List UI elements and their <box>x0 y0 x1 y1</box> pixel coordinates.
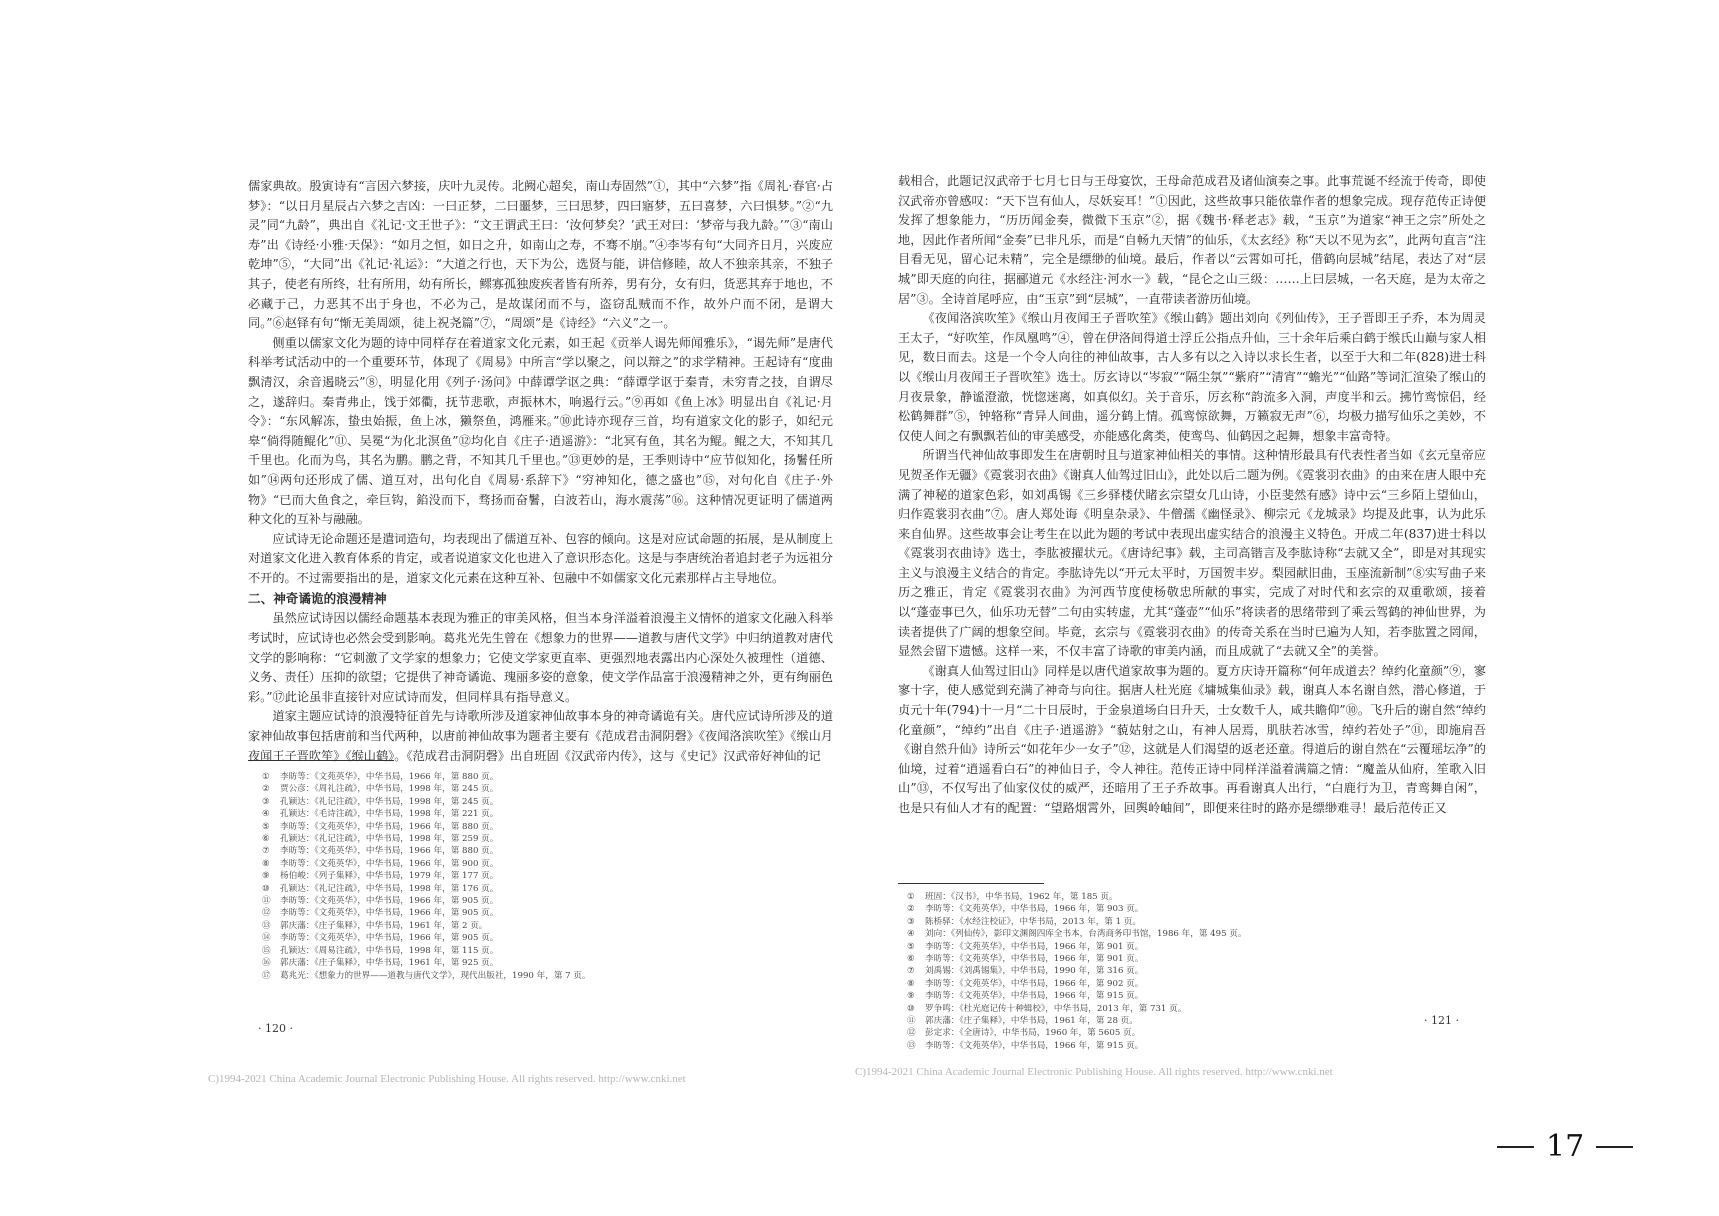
footnote <box>262 883 782 895</box>
footnote <box>907 903 1467 915</box>
footnote-text: 郭庆藩：《庄子集释》，中华书局，1961 年，第 925 页。 <box>280 958 499 969</box>
footnote-text: 班固：《汉书》，中华书局，1962 年，第 185 页。 <box>925 892 1118 902</box>
footnote <box>907 965 1467 977</box>
right-paragraph: 《谢真人仙驾过旧山》同样是以唐代道家故事为题的。夏方庆诗开篇称“何年成道去？绰约化童颜”⑨，寥寥十字，使人感觉到充满了神奇与向往。据唐人杜光庭《墉城集仙录》载，谢真人本名谢自然，潜心修道，于贞元十年(794)十一月“二十日辰时，于金泉道场白日升天，士女数千人，咸共瞻仰”⑩。飞升后的谢自然“绰约化童颜”，“绰约”出自《庄子·逍遥游》“藐姑射之山，有神人居焉，肌肤若冰雪，绰约若处子”⑪，即施肩吾《谢自然升仙》诗所云“如花年少一女子”⑫，这就是人们渴望的返老还童。得道后的谢自然在“云覆瑶坛净”的仙境，过着“逍遥看白石”的神仙日子，令人神往。范传正诗中同样洋溢着满篇之情：“魔盖从仙府，笙歌入旧山”⑬，不仅写出了仙家仪仗的威严，还暗用了王子乔故事。再看谢真人出行，“白鹿行为卫，青鸾舞自闲”，也是只有仙人才有的配置：“望路烟霄外，回舆岭岫间”，即便来往时的路亦是缥缈难寻！最后范传正又 <box>898 663 1486 815</box>
footnote-text: 李昉等：《文苑英华》，中华书局，1966 年，第 905 页。 <box>280 908 499 919</box>
footnote-text: 孔颖达：《礼记注疏》，中华书局，1998 年，第 245 页。 <box>280 796 499 807</box>
footnote-number: ⑥ <box>262 834 270 845</box>
footnote-number: ⑩ <box>262 883 270 894</box>
footnote-text: 李昉等：《文苑英华》，中华书局，1966 年，第 900 页。 <box>280 858 499 869</box>
footnote-text: 李昉等：《文苑英华》，中华书局，1966 年，第 901 页。 <box>925 941 1144 952</box>
footnote-number: ⑭ <box>262 933 271 944</box>
right-page-body <box>898 172 1486 819</box>
footnote-text: 李昉等：《文苑英华》，中华书局，1966 年，第 880 页。 <box>280 772 499 782</box>
left-footnotes <box>262 771 782 982</box>
footnote <box>262 970 782 982</box>
left-paragraph: 应试诗无论命题还是遣词造句，均表现出了儒道互补、包容的倾向。这是对应试命题的拓展，是从制度上对道家文化进入教育体系的肯定，或者说道家文化也进入了意识形态化。这是与李唐统治者追封老子为远祖分不开的。不过需要指出的是，道家文化元素在这种互补、包融中不如儒家文化元素那样占主导地位。 <box>248 531 834 585</box>
footnote <box>262 957 782 969</box>
left-paragraph: 道家主题应试诗的浪漫特征首先与诗歌所涉及道家神仙故事本身的神奇谲诡有关。唐代应试诗所涉及的道家神仙故事包括唐前和当代两种，以唐前神仙故事为题者主要有《范成君击洞阴磬》《夜闻洛滨吹笙》《缑山月夜闻王子晋吹笙》《缑山鹤》。《范成君击洞阴磬》出自班固《汉武帝内传》，这与《史记》汉武帝好神仙的记 <box>248 709 834 763</box>
footnote-number: ⑬ <box>262 920 271 931</box>
footnote-number: ② <box>907 904 915 915</box>
left-copyright-watermark: C)1994-2021 China Academic Journal Electronic Publishing House. All rights reserved. http://www.cnki.net <box>208 1073 686 1085</box>
footnote-text: 李昉等：《文苑英华》，中华书局，1966 年，第 903 页。 <box>925 904 1144 915</box>
footnote-number: ⑬ <box>907 1040 916 1051</box>
right-paragraph: 所谓当代神仙故事即发生在唐朝时且与道家神仙相关的事情。这种情形最具有代表性者当如《玄元皇帝应见贺圣作无疆》《霓裳羽衣曲》《谢真人仙驾过旧山》，此处以后二题为例。《霓裳羽衣曲》的由来在唐人眼中充满了神秘的道家色彩，如刘禹锡《三乡驿楼伏睹玄宗望女几山诗，小臣斐然有感》诗中云“三乡陌上望仙山，归作霓裳羽衣曲”⑦。唐人郑处诲《明皇杂录》、牛僧孺《幽怪录》、柳宗元《龙城录》均提及此事，认为此乐来自仙界。这些故事会让考生在以此为题的考试中表现出虚实结合的浪漫主义特色。开成二年(837)进士科以《霓裳羽衣曲诗》选士，李肱被擢状元。《唐诗纪事》载，主司高锴言及李肱诗称“去就又全”，即是对其现实主义与浪漫主义结合的肯定。李肱诗先以“开元太平时，万国贺丰岁。梨园献旧曲，玉座流新制”⑧实写曲子来历之雅正，肯定《霓裳羽衣曲》为河西节度使杨敬忠所献的事实，完成了对时代和玄宗的双重歌颂，接着以“蓬壶事已久，仙乐功无替”二句由实转虚，尤其“蓬壶”“仙乐”将读者的思绪带到了乘云驾鹤的神仙世界，为读者提供了广阔的想象空间。毕竟，玄宗与《霓裳羽衣曲》的传奇关系在当时已遍为人知，若李肱置之罔闻，显然会留下遗憾。这样一来，不仅丰富了诗歌的审美内涵，而且成就了“去就又全”的美誉。 <box>898 448 1486 659</box>
footnote <box>262 945 782 957</box>
footnote-text: 李昉等：《文苑英华》，中华书局，1966 年，第 880 页。 <box>280 821 499 832</box>
footnote <box>262 808 782 820</box>
footnote <box>262 932 782 944</box>
footnote-number: ③ <box>262 796 270 807</box>
left-page-body <box>248 177 833 766</box>
footnote-text: 李昉等：《文苑英华》，中华书局，1966 年，第 880 页。 <box>280 846 499 857</box>
footnote-text: 孔颖达：《礼记注疏》，中华书局，1998 年，第 259 页。 <box>280 834 499 845</box>
right-paragraph: 《夜闻洛滨吹笙》《缑山月夜闻王子晋吹笙》《缑山鹤》题出刘向《列仙传》，王子晋即王子乔，本为周灵王太子，“好吹笙，作凤凰鸣”④，曾在伊洛间得道士浮丘公指点升仙，三十余年后乘白鹤于缑氏山巅与家人相见，数日而去。这是一个令人向往的神仙故事，古人多有以之入诗以求长生者，以至于大和二年(828)进士科以《缑山月夜闻王子晋吹笙》选士。厉玄诗以“岑寂”“隔尘氛”“紫府”“清宵”“蟾光”“仙路”等词汇渲染了缑山的月夜景象，静谧澄澈，恍惚迷离，如真似幻。关于音乐，厉玄称“韵流多入洞，声度半和云。拂竹鸾惊侣，经松鹤舞群”⑤，钟辂称“青异人间曲，遥分鹤上情。孤鸾惊欲舞，万籁寂无声”⑥，均极力描写仙乐之美妙，不仅使人间之有飘飘若仙的审美感受，亦能感化禽类，使鸾鸟、仙鹤因之起舞，想象丰富奇特。 <box>898 311 1486 443</box>
right-page-number: · 121 · <box>1424 1014 1459 1027</box>
footnote <box>907 928 1467 940</box>
footnote-number: ⑨ <box>262 871 270 882</box>
footnote <box>262 771 782 783</box>
footnote <box>907 1040 1467 1052</box>
footnote <box>907 916 1467 928</box>
footnote-text: 贾公彦：《周礼注疏》，中华书局，1998 年，第 245 页。 <box>280 784 499 795</box>
footnote <box>907 978 1467 990</box>
footnote-text: 李昉等：《文苑英华》，中华书局，1966 年，第 915 页。 <box>925 991 1144 1002</box>
dash-right <box>1596 1146 1633 1148</box>
footnote <box>262 783 782 795</box>
footnote-text: 李昉等：《文苑英华》，中华书局，1966 年，第 901 页。 <box>925 954 1144 965</box>
footnote <box>262 821 782 833</box>
footnote <box>262 907 782 919</box>
left-footnote-rule <box>248 760 394 761</box>
footnote-text: 孔颖达：《毛诗注疏》，中华书局，1998 年，第 221 页。 <box>280 809 499 820</box>
footnote-text: 郭庆藩：《庄子集释》，中华书局，1961 年，第 28 页。 <box>925 1016 1138 1027</box>
footnote-number: ⑰ <box>262 970 271 981</box>
footnote <box>262 895 782 907</box>
footnote-number: ⑧ <box>262 858 270 869</box>
footnote-text: 刘向：《列仙传》，影印文渊阁四库全书本，台湾商务印书馆，1986 年，第 495 页。 <box>925 929 1247 940</box>
dash-left <box>1497 1146 1534 1148</box>
footnote <box>907 953 1467 965</box>
footnote-number: ⑥ <box>907 954 915 965</box>
footnote-number: ⑫ <box>262 908 271 919</box>
footnote-number: ⑧ <box>907 978 915 989</box>
footnote-number: ① <box>907 892 915 902</box>
spread-number-text: 17 <box>1546 1129 1585 1164</box>
footnote-text: 彭定求：《全唐诗》，中华书局，1960 年，第 5605 页。 <box>925 1028 1141 1039</box>
left-paragraph: 侧重以儒家文化为题的诗中同样存在着道家文化元素，如王起《贡举人谒先师闻雅乐》，“谒先师”是唐代科举考试活动中的一个重要环节，体现了《周易》中所言“学以聚之，问以辩之”的求学精神。王起诗有“度曲飘清汉，余音遏晓云”⑧，明显化用《列子·汤问》中薛谭学讴之典：“薛谭学讴于秦青，未穷青之技，自谓尽之，遂辞归。秦青弗止，饯于郊衢，抚节悲歌，声振林木，响遏行云。”⑨再如《鱼上冰》明显出自《礼记·月令》：“东风解冻，蛰虫始振，鱼上冰，獭祭鱼，鸿雁来。”⑩此诗亦现存三首，均有道家文化的影子，如纪元皋“倘得随鲲化”⑪、吴冕“为化北溟鱼”⑫均化自《庄子·逍遥游》：“北冥有鱼，其名为鲲。鲲之大，不知其几千里也。化而为鸟，其名为鹏。鹏之背，不知其几千里也。”⑬更妙的是，王季则诗中“应节似知化，扬鬐任所如”⑭两句还形成了儒、道互对，出句化自《周易·系辞下》“穷神知化，德之盛也”⑮，对句化自《庄子·外物》“已而大鱼食之，牵巨钩，錎没而下，骛扬而奋鬐，白波若山，海水震荡”⑯。这种情况更证明了儒道两种文化的互补与融融。 <box>248 335 833 527</box>
right-copyright-watermark: C)1994-2021 China Academic Journal Electronic Publishing House. All rights reserved. http://www.cnki.net <box>855 1066 1333 1078</box>
footnote-number: ⑪ <box>262 896 271 907</box>
footnote-number: ③ <box>907 916 915 927</box>
footnote-text: 陈桥驿：《水经注校证》，中华书局，2013 年，第 1 页。 <box>925 916 1141 927</box>
footnote-number: ⑦ <box>907 966 915 977</box>
footnote <box>262 870 782 882</box>
footnote-number: ⑦ <box>262 846 270 857</box>
footnote-text: 刘禹锡：《刘禹锡集》，中华书局，1990 年，第 316 页。 <box>925 966 1144 977</box>
footnote-number: ⑨ <box>907 991 915 1002</box>
footnote <box>907 990 1467 1002</box>
footnote <box>907 1003 1467 1015</box>
footnote-number: ⑯ <box>262 958 271 969</box>
footnote <box>907 1015 1467 1027</box>
footnote-number: ⑩ <box>907 1003 915 1014</box>
right-footnote-rule <box>898 883 1044 884</box>
right-footnotes <box>907 891 1467 1052</box>
left-page-number: · 120 · <box>258 1022 293 1035</box>
footnote-number: ⑮ <box>262 945 271 956</box>
footnote-text: 李昉等：《文苑英华》，中华书局，1966 年，第 905 页。 <box>280 896 499 907</box>
footnote-number: ④ <box>907 929 915 940</box>
footnote-text: 罗争鸣：《杜光庭记传十种辑校》，中华书局，2013 年，第 731 页。 <box>925 1003 1187 1014</box>
footnote <box>262 858 782 870</box>
footnote <box>907 1027 1467 1039</box>
footnote-text: 孔颖达：《礼记注疏》，中华书局，1998 年，第 176 页。 <box>280 883 499 894</box>
footnote-text: 李昉等：《文苑英华》，中华书局，1966 年，第 905 页。 <box>280 933 499 944</box>
footnote-number: ⑪ <box>907 1016 916 1027</box>
footnote <box>262 845 782 857</box>
left-paragraph: 虽然应试诗因以儒经命题基本表现为雅正的审美风格，但当本身洋溢着浪漫主义情怀的道家文化融入科举考试时，应试诗也必然会受到影响。葛兆光先生曾在《想象力的世界——道教与唐代文学》中归纳道教对唐代文学的影响称：“它刺激了文学家的想象力；它使文学家更直率、更强烈地表露出内心深处久被理性（道德、义务、责任）压抑的欲望；它提供了神奇谲诡、瑰丽多姿的意象，使文学作品富于浪漫精神之外，更有绚丽色彩。”⑰此论虽非直接针对应试诗而发，但同样具有指导意义。 <box>248 611 834 704</box>
left-paragraph: 儒家典故。殷寅诗有“言因六梦接，庆叶九灵传。北阙心超矣，南山寿固然”①，其中“六梦”指《周礼·春官·占梦》：“以日月星辰占六梦之吉凶：一曰正梦，二曰噩梦，三曰思梦，四曰寤梦，五曰喜梦，六曰惧梦。”②“九灵”同“九龄”，典出自《礼记·文王世子》：“文王谓武王曰：‘汝何梦矣？’武王对曰：‘梦帝与我九龄。’”③“南山寿”出《诗经·小雅·天保》：“如月之恒，如日之升，如南山之寿，不骞不崩。”④李岑有句“大同齐日月，兴废应乾坤”⑤，“大同”出《礼记·礼运》：“大道之行也，天下为公，选贤与能，讲信修睦，故人不独亲其亲，不独子其子，使老有所终，壮有所用，幼有所长，鳏寡孤独废疾者皆有所养，男有分，女有归，货恶其弃于地也，不必藏于己，力恶其不出于身也，不必为己，是故谋闭而不与，盗窃乱贼而不作，故外户而不闭，是谓大同。”⑥赵铎有句“惭无美周颂，徒上祝尧篇”⑦，“周颂”是《诗经》“六义”之一。 <box>248 179 833 331</box>
footnote-text: 孔颖达：《周易注疏》，中华书局，1998 年，第 115 页。 <box>280 945 499 956</box>
footnote-text: 葛兆光：《想象力的世界——道教与唐代文学》，现代出版社，1990 年，第 7 页。 <box>280 970 591 981</box>
spread-page-number <box>1497 1122 1633 1172</box>
footnote-number: ⑤ <box>907 941 915 952</box>
footnote <box>907 941 1467 953</box>
footnote <box>262 833 782 845</box>
footnote-number: ⑤ <box>262 821 270 832</box>
footnote-text: 李昉等：《文苑英华》，中华书局，1966 年，第 915 页。 <box>925 1040 1144 1051</box>
section-heading: 二、神奇谲诡的浪漫精神 <box>248 591 387 607</box>
footnote <box>262 796 782 808</box>
footnote-text: 郭庆藩：《庄子集释》，中华书局，1961 年，第 2 页。 <box>280 920 488 931</box>
right-paragraph: 载相合，此题记汉武帝于七月七日与王母宴饮，王母命范成君及诸仙演奏之事。此事荒诞不经流于传奇，即使汉武帝亦曾感叹：“天下岂有仙人，尽妖妄耳！”①因此，这些故事只能依靠作者的想象完成。现存范传正诗便发挥了想象能力，“历历闻金奏，微微下玉京”②，据《魏书·释老志》载，“玉京”为道家“神王之宗”所处之地，因此作者所闻“金奏”已非凡乐，而是“自畅九天情”的仙乐，《太玄经》称“天以不见为玄”，此两句直言“注目看无见，留心记未精”，完全是缥缈的仙境。最后，作者以“云霄如可托，借鹤向层城”结尾，表达了对“层城”即天庭的向往，据郦道元《水经注·河水一》载，“昆仑之山三级：……上曰层城，一名天庭，是为太帝之居”③。全诗首尾呼应，由“玉京”到“层城”，一直带读者游历仙境。 <box>898 174 1486 306</box>
footnote-number: ⑫ <box>907 1028 916 1039</box>
footnote <box>907 891 1467 903</box>
footnote <box>262 920 782 932</box>
footnote-number: ① <box>262 772 270 782</box>
footnote-number: ④ <box>262 809 270 820</box>
footnote-number: ② <box>262 784 270 795</box>
footnote-text: 杨伯峻：《列子集释》，中华书局，1979 年，第 177 页。 <box>280 871 499 882</box>
footnote-text: 李昉等：《文苑英华》，中华书局，1966 年，第 902 页。 <box>925 978 1144 989</box>
